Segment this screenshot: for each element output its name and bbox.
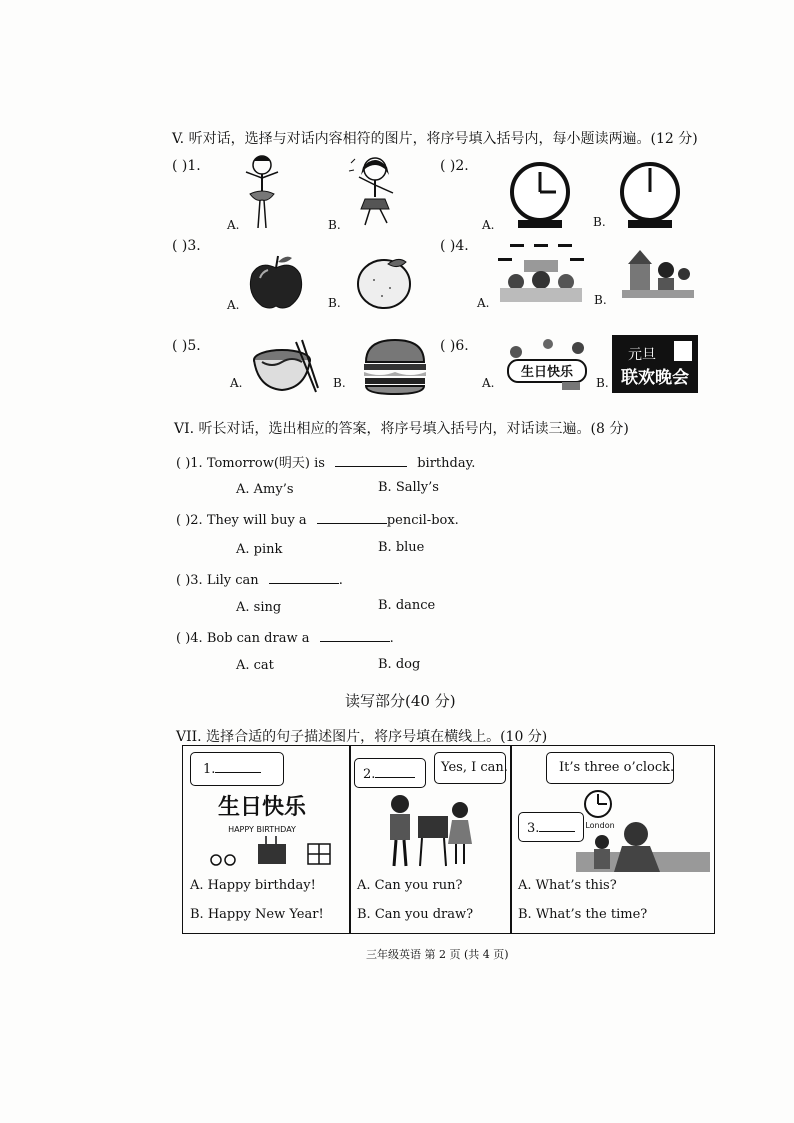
item-6-4 [176, 630, 394, 646]
panel-3-speech-bubble [518, 812, 584, 842]
panel-1-option-a: A. Happy birthday! [190, 878, 316, 893]
item-5-5-option-b: B. [333, 376, 346, 390]
item-6-2-paren: ( ) [176, 513, 191, 528]
dancing-girl-icon [345, 155, 405, 227]
item-6-3-option-a: A. sing [236, 600, 282, 615]
item-5-4-number: ( )4. [440, 238, 469, 254]
svg-text:联欢晚会: 联欢晚会 [621, 368, 689, 388]
part-title: 读写部分(40 分) [345, 692, 456, 710]
item-6-2-stem: 2. They will buy a [190, 513, 307, 528]
item-6-3-tail: . [338, 573, 343, 588]
panel-3-option-a: A. What’s this? [518, 878, 617, 893]
birthday-greeting-icon [196, 790, 336, 868]
clock-three-icon [508, 160, 572, 230]
ballet-dancer-icon [238, 152, 286, 230]
item-6-4-tail: . [389, 631, 394, 646]
item-6-1 [176, 452, 475, 471]
noodle-bowl-icon [250, 338, 320, 396]
item-5-1-number: ( )1. [172, 158, 201, 174]
item-6-3 [176, 572, 343, 588]
item-6-4-option-a: A. cat [236, 658, 274, 673]
svg-text:HAPPY BIRTHDAY: HAPPY BIRTHDAY [228, 825, 296, 834]
item-6-2-blank[interactable] [317, 512, 387, 524]
page-footer: 三年级英语 第 2 页 (共 4 页) [366, 948, 509, 961]
svg-text:生日快乐: 生日快乐 [520, 365, 574, 380]
item-5-6-number: ( )6. [440, 338, 469, 354]
section-7-title: VII. 选择合适的句子描述图片，将序号填在横线上。(10 分) [176, 729, 548, 745]
apple-icon [246, 254, 306, 310]
item-5-3-number: ( )3. [172, 238, 201, 254]
section-6-title: VI. 听长对话，选出相应的答案，将序号填入括号内，对话读三遍。(8 分) [174, 421, 629, 437]
item-6-1-option-a: A. Amy’s [236, 482, 294, 497]
svg-text:London: London [585, 821, 615, 830]
item-6-3-blank[interactable] [269, 572, 339, 584]
item-6-1-paren: ( ) [176, 456, 191, 471]
item-5-3-option-a: A. [227, 298, 240, 312]
svg-text:生日快乐: 生日快乐 [217, 795, 307, 820]
panel-2-speech-bubble [354, 758, 426, 788]
panel-2-number: 2. [363, 767, 376, 782]
panel-2-reply-bubble: Yes, I can. [434, 752, 506, 784]
classroom-party-icon [496, 242, 586, 304]
item-6-2-option-a: A. pink [236, 542, 283, 557]
item-6-1-tail: birthday. [417, 456, 476, 471]
item-6-3-paren: ( ) [176, 573, 191, 588]
item-5-2-number: ( )2. [440, 158, 469, 174]
orange-icon [354, 254, 414, 310]
section-5-title: V. 听对话，选择与对话内容相符的图片，将序号填入括号内，每小题读两遍。(12 分) [172, 131, 698, 147]
item-6-2-tail: pencil-box. [386, 513, 459, 528]
panel-2-option-a: A. Can you run? [357, 878, 463, 893]
item-6-1-stem: 1. Tomorrow(明天) is [190, 456, 325, 471]
item-5-4-option-b: B. [594, 293, 607, 307]
item-6-1-option-b: B. Sally’s [378, 480, 439, 495]
item-5-4-option-a: A. [477, 296, 490, 310]
item-6-3-stem: 3. Lily can [190, 573, 259, 588]
new-year-party-icon [612, 335, 698, 393]
panel-1-number: 1. [203, 762, 216, 777]
item-5-5-option-a: A. [230, 376, 243, 390]
item-5-6-option-a: A. [482, 376, 495, 390]
birthday-party-icon [502, 336, 592, 392]
svg-text:元旦: 元旦 [628, 347, 656, 363]
item-6-3-option-b: B. dance [378, 598, 436, 613]
item-6-4-blank[interactable] [320, 630, 390, 642]
panel-2-blank[interactable] [375, 766, 415, 778]
gift-scene-icon [618, 244, 698, 300]
item-6-4-paren: ( ) [176, 631, 191, 646]
item-6-2-option-b: B. blue [378, 540, 425, 555]
item-5-2-option-a: A. [482, 218, 495, 232]
item-5-1-option-b: B. [328, 218, 341, 232]
item-6-2 [176, 512, 459, 528]
item-5-2-option-b: B. [593, 215, 606, 229]
item-6-4-option-b: B. dog [378, 657, 421, 672]
panel-1-speech-bubble [190, 752, 284, 786]
table-divider-2 [510, 745, 512, 934]
item-5-1-option-a: A. [227, 218, 240, 232]
panel-3-reply-bubble: It’s three o’clock. [546, 752, 674, 784]
item-5-5-number: ( )5. [172, 338, 201, 354]
item-6-4-stem: 4. Bob can draw a [190, 631, 310, 646]
clock-twelve-icon [618, 160, 682, 230]
panel-1-option-b: B. Happy New Year! [190, 907, 324, 922]
item-5-6-option-b: B. [596, 376, 609, 390]
panel-3-blank[interactable] [539, 820, 575, 832]
item-6-1-blank[interactable] [335, 455, 407, 467]
panel-1-blank[interactable] [215, 761, 261, 773]
panel-3-number: 3. [527, 821, 540, 836]
panel-3-option-b: B. What’s the time? [518, 907, 648, 922]
boy-girl-drawing-icon [376, 792, 476, 870]
mother-child-icon [576, 822, 710, 872]
item-5-3-option-b: B. [328, 296, 341, 310]
hamburger-icon [362, 338, 428, 396]
panel-2-option-b: B. Can you draw? [357, 907, 474, 922]
table-divider-1 [349, 745, 351, 934]
